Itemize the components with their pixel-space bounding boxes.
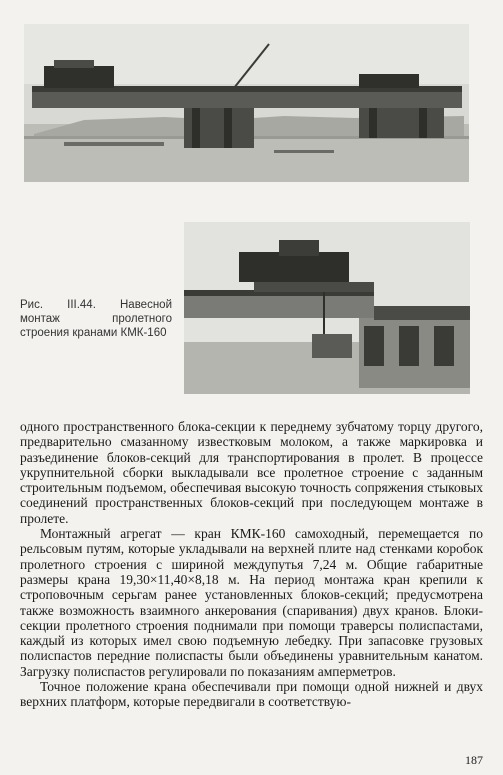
paragraph: Монтажный агрегат — кран КМК-160 самоходный, перемещается по рельсовым путям, которые укладывали на верхней плите над стенками коробок пролетного строения с шириной междупутья 7,24 м. Общие габаритные размеры крана 19,30×11,40×8,18 м. На период монтажа кран крепили к строповочным серьгам ранее установленных блоков-секций; предусмотрена также возможность взаимного анкерования (спаривания) двух кранов. Блоки-секции пролетного строения поднимали при помощи траверсы полиспастами, каждый из которых имел свою подъемную лебедку. При запасовке грузовых полиспастов передние полиспасты были объединены уравнительным канатом. Загрузку полиспастов регулировали по показаниям амперметров. (20, 526, 483, 679)
paragraph: одного пространственного блока-секции к переднему зубчатому торцу другого, предварительно смазанному известковым молоком, а также маркировка и разъединение блоков-секций для транспортирования в пролет. В процессе укрупнительной сборки выкладывали все пролетное строение с заданным строительным подъемом, обеспечивая высокую точность сопряжения стыковых соединений пространственных блоков-секций при последующем монтаже в пролете. (20, 419, 483, 526)
bridge-erection-photo (24, 24, 469, 182)
crane-closeup-photo (184, 222, 470, 394)
figure-caption: Рис. III.44. Навесной монтаж пролетного строения кранами КМК-160 (20, 299, 172, 339)
page-number: 187 (465, 753, 483, 767)
body-text (20, 419, 483, 710)
paragraph: Точное положение крана обеспечивали при помощи одной нижней и двух верхних платформ, которые передвигали в соответствую- (20, 679, 483, 710)
